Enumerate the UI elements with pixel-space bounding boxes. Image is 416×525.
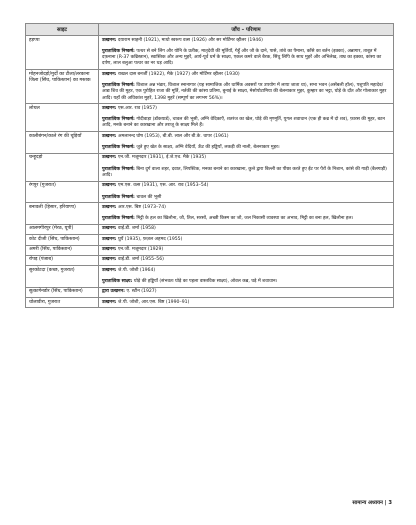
findings-cell xyxy=(99,224,394,234)
finding-line xyxy=(102,155,390,161)
table-row xyxy=(26,70,394,104)
finding-text: जे.पी. जोशी, आर.एस. बिष्ट (1990–91) xyxy=(116,299,190,305)
table-row xyxy=(26,132,394,154)
finding-line xyxy=(102,72,390,78)
finding-text: एन.जी. मजूमदार (1931), ई.जे.एच. मैके (1935) xyxy=(116,155,207,161)
finding-label: उत्खनन: xyxy=(102,267,117,273)
site-name-cell: कोट दीजी (सिंध, पाकिस्तान) xyxy=(26,235,99,245)
finding-label: उत्खनन: xyxy=(102,247,117,253)
table-row xyxy=(26,235,394,245)
finding-label: पुरातात्विक साक्ष्य: xyxy=(102,278,133,284)
finding-text: ए. स्टीन (1927) xyxy=(125,289,157,295)
findings-cell xyxy=(99,235,394,245)
finding-label: द्वारा उत्खनन: xyxy=(102,289,125,295)
finding-text: वाई.डी. शर्मा (1958) xyxy=(116,226,156,232)
site-name-cell: सुत्कागेनडोर (सिंध, पाकिस्तान) xyxy=(26,287,99,297)
findings-cell xyxy=(99,266,394,288)
finding-line xyxy=(102,257,390,263)
finding-text: एन.जी. मजूमदार (1929) xyxy=(116,247,164,253)
findings-cell xyxy=(99,203,394,225)
finding-label: पुरातात्विक निष्कर्ष: xyxy=(102,117,135,123)
finding-line xyxy=(102,145,390,151)
findings-cell xyxy=(99,255,394,265)
table-row xyxy=(26,104,394,132)
findings-cell xyxy=(99,36,394,70)
site-name-cell: धोलावीरा, गुजरात xyxy=(26,298,99,308)
finding-label: पुरातात्विक निष्कर्ष: xyxy=(102,82,135,88)
finding-line xyxy=(102,300,390,306)
finding-label: उत्खनन: xyxy=(102,37,117,43)
site-name-cell: हड़प्पा xyxy=(26,36,99,70)
table-row xyxy=(26,255,394,265)
table-row xyxy=(26,245,394,255)
finding-line xyxy=(102,38,390,44)
table-row xyxy=(26,298,394,308)
site-name-cell: रोपड़ (पंजाब) xyxy=(26,255,99,265)
finding-text: घोड़े की हड्डियाँ (संभवतः घोड़े का पहला वास्तविक साक्ष्य), ओवल कब्र, घड़े में शवाधान। xyxy=(132,278,278,284)
sites-table xyxy=(25,23,394,308)
finding-label: पुरातात्विक निष्कर्ष: xyxy=(102,194,135,200)
finding-label: उत्खनन: xyxy=(102,105,117,111)
finding-line xyxy=(102,216,390,222)
table-row xyxy=(26,224,394,234)
finding-line xyxy=(102,83,390,102)
finding-text: आर.एस. बिष्ट (1973–74) xyxy=(116,204,166,210)
finding-text: चावल की भूसी xyxy=(134,194,162,200)
finding-line xyxy=(102,117,390,130)
finding-label: पुरातात्विक निष्कर्ष: xyxy=(102,216,135,222)
page-footer: सामान्य अध्ययन | 3 xyxy=(352,500,392,506)
findings-cell xyxy=(99,245,394,255)
site-name-cell: लोथल xyxy=(26,104,99,132)
finding-label: उत्खनन: xyxy=(102,183,117,189)
table-row xyxy=(26,153,394,181)
findings-cell xyxy=(99,153,394,181)
finding-line xyxy=(102,205,390,211)
finding-line xyxy=(102,289,390,295)
finding-text: वाई.डी. शर्मा (1955–56) xyxy=(116,257,164,263)
site-name-cell: रंगपुर (गुजरात) xyxy=(26,181,99,203)
finding-line xyxy=(102,134,390,140)
findings-cell xyxy=(99,287,394,297)
header-findings: जाँच – परिणाम xyxy=(99,24,394,36)
site-name-cell: बनावली (हिसार, हरियाणा) xyxy=(26,203,99,225)
finding-text: गोदीवाड़ा (डॉकयार्ड), चावल की भूसी, अग्नि वेदिकाएँ, शतरंज का खेल, घोड़े की मृण्मूर्ति, युगल शवाधान (एक ही कब्र में दो शव), फ़ारस की मुहर, बटन आदि, मनके बनाने का कारखाना और तराजू के साक्ष्य मिले हैं। xyxy=(102,117,385,129)
finding-label: उत्खनन: xyxy=(102,226,117,232)
finding-label: उत्खनन: xyxy=(102,257,117,263)
table-row xyxy=(26,266,394,288)
findings-cell xyxy=(99,104,394,132)
finding-text: जुते हुए खेत के साक्ष्य, अग्नि वेदियाँ, ऊँट की हड्डियाँ, लकड़ी की नाली, बेलनाकार मुहर। xyxy=(134,145,280,151)
table-body xyxy=(26,36,394,308)
table-row xyxy=(26,203,394,225)
finding-line xyxy=(102,106,390,112)
findings-cell xyxy=(99,70,394,104)
finding-label: पुरातात्विक निष्कर्ष: xyxy=(102,166,135,172)
finding-text: विशाल अन्न भंडार, विशाल स्नानागार (यह सामाजिक और धार्मिक अवसरों पर उपयोग में लाया जाता था), सभा भवन (असेंबली हॉल), पशुपति महादेव/आद्य शिव की मुहर, एक पुरोहित राजा की मूर्ति, नर्तकी की कांस्य प्रतिमा, बुनाई के साक्ष्य, मेसोपोटामिया की बेलनाकार मुहर, कुम्हार का भट्टा, घोड़े के दाँत और गोलाकार मुहर आदि। यहाँ की अधिकांश मुहरें, 1398 मुहरें (सम्पूर्ण का लगभग 56%)। xyxy=(102,82,387,101)
site-name-cell: चन्हूदड़ो xyxy=(26,153,99,181)
finding-label: पुरातात्विक निष्कर्ष: xyxy=(102,48,135,54)
finding-text: दयाराम साहनी (1921), माधो स्वरूप वत्स (1926) और सर मोर्टिमर व्हीलर (1946) xyxy=(116,37,263,43)
finding-text: जे.पी. जोशी (1964) xyxy=(116,267,156,273)
finding-line xyxy=(102,268,390,274)
site-name-cell: सुरकोटदा (कच्छ, गुजरात) xyxy=(26,266,99,288)
site-name-cell: आलमगीरपुर (मेरठ, यूपी) xyxy=(26,224,99,234)
finding-line xyxy=(102,183,390,189)
finding-text: एम.एस. वत्स (1931), एस. आर. राव (1953–54) xyxy=(116,183,209,189)
header-site: साइट xyxy=(26,24,99,36)
finding-text: एस.आर. राव (1957) xyxy=(116,105,157,111)
finding-label: उत्खनन: xyxy=(102,133,117,139)
table-row xyxy=(26,36,394,70)
finding-line xyxy=(102,226,390,232)
finding-text: अमलानन्द घोष (1953), बी.बी. लाल और बी.के. थापर (1961) xyxy=(116,133,229,139)
site-name-cell: अमरी (सिंध, पाकिस्तान) xyxy=(26,245,99,255)
finding-line xyxy=(102,279,390,285)
finding-label: उत्खनन: xyxy=(102,299,117,305)
finding-line xyxy=(102,167,390,180)
finding-label: पुरातात्विक निष्कर्ष: xyxy=(102,145,135,151)
finding-text: घुर्ये (1935), फ़ज़ल अहमद (1955) xyxy=(116,236,183,242)
finding-line xyxy=(102,195,390,201)
finding-line xyxy=(102,247,390,253)
table-header-row xyxy=(26,24,394,36)
site-name-cell: मोहनजोदड़ो/मुर्दों का टीला/लरकाना जिला (सिंध, पाकिस्तान) का मस्तक xyxy=(26,70,99,104)
findings-cell xyxy=(99,298,394,308)
table-row xyxy=(26,181,394,203)
findings-cell xyxy=(99,181,394,203)
site-name-cell: कालीबंगन/काले रंग की चूड़ियाँ xyxy=(26,132,99,154)
finding-text: राखल दास बनर्जी (1922), मैके (1927) और मोर्टिमर व्हीलर (1930) xyxy=(116,71,240,77)
finding-line xyxy=(102,237,390,243)
finding-text: पत्थर से बने लिंग और योनि के प्रतीक, मातृदेवी की मूर्तियाँ, गेहूँ और जौ के दाने, पासे, तांबे का पैमाना, काँसे का बर्तन (इक्का), अन्नागार, ताबूत में दफ़नाना (R-37 कब्रिस्तान), स्वास्तिक और अन्य मुहरें, आर्य-पूर्व धर्म के साक्ष्य, एकल कमरे वाले बैरक, सिंधु लिपि के साथ मुहरें और अभिलेख, ताम्र का इक्का, कांस्य का दर्पण, लाल बलुआ पत्थर का नर धड़ आदि। xyxy=(102,48,382,67)
finding-label: उत्खनन: xyxy=(102,236,117,242)
table-row xyxy=(26,287,394,297)
finding-line xyxy=(102,49,390,68)
finding-label: उत्खनन: xyxy=(102,71,117,77)
finding-label: उत्खनन: xyxy=(102,155,117,161)
finding-text: मिट्टी के हल का खिलौना, जौ, तिल, सरसों, अच्छी किस्म का जौ, जल निकासी व्यवस्था का अभाव, मिट्टी का बना हल, खिलौना हल। xyxy=(134,216,354,222)
finding-text: बिना दुर्ग वाला शहर, दवात, लिपस्टिक, मनका बनाने का कारखाना, कुत्ते द्वारा बिल्ली का पीछा करते हुए ईंट पर पैरों के निशान, कांसे की गाड़ी (बैलगाड़ी) आदि। xyxy=(102,166,387,178)
finding-label: उत्खनन: xyxy=(102,204,117,210)
findings-cell xyxy=(99,132,394,154)
